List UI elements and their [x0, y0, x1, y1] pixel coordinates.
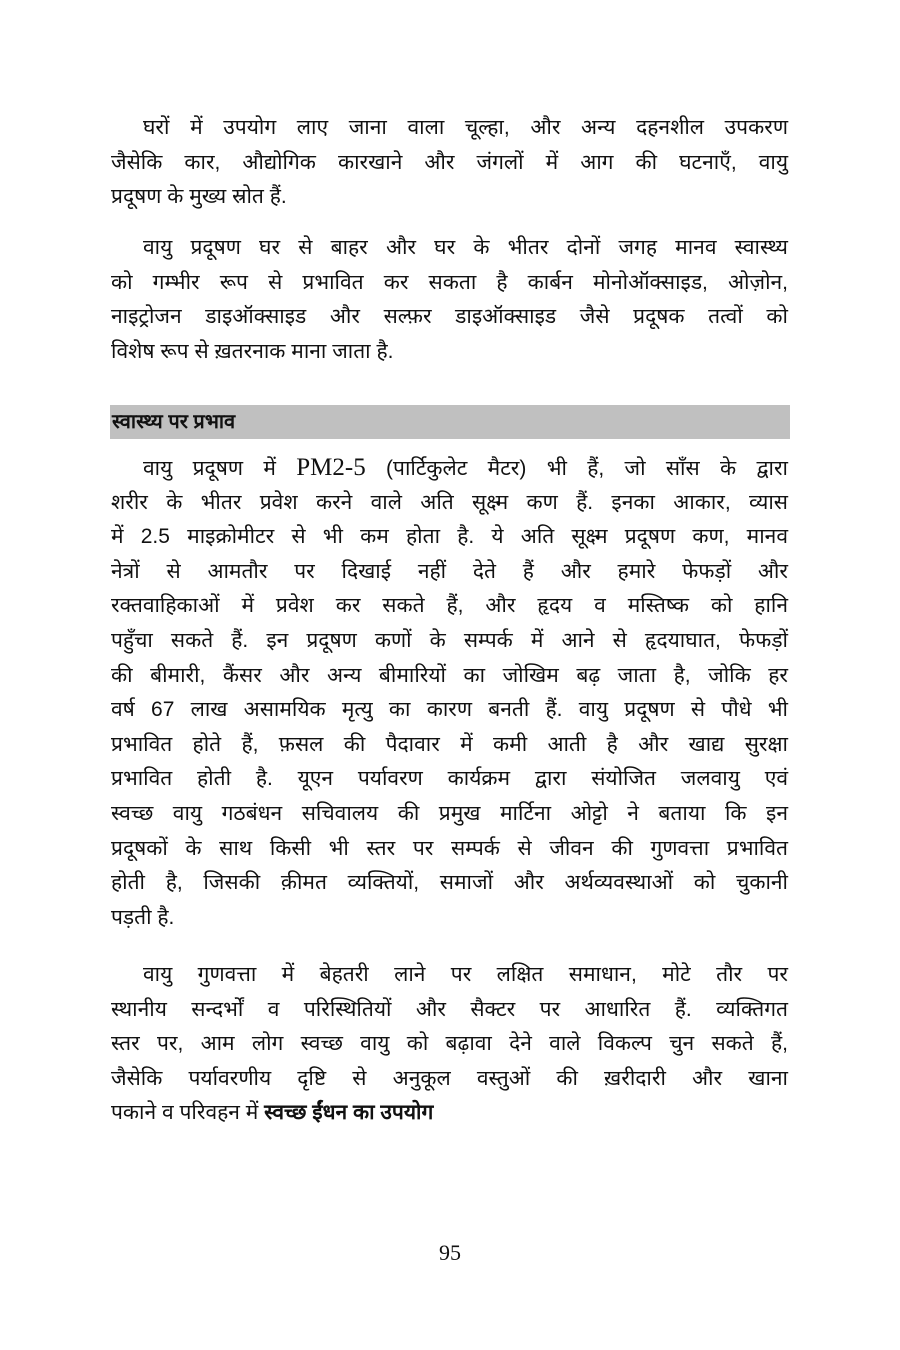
text-line: प्रदूषकों के साथ किसी भी स्तर पर सम्पर्क से जीवन की गुणवत्ता प्रभावित: [111, 836, 788, 860]
text-line: स्तर पर, आम लोग स्वच्छ वायु को बढ़ावा देने वाले विकल्प चुन सकते हैं,: [111, 1032, 788, 1056]
paragraph-pollution-sources: [111, 111, 788, 215]
text-line: रक्तवाहिकाओं में प्रवेश कर सकते हैं, और हृदय व मस्तिष्क को हानि: [111, 594, 788, 618]
text-segment: (पार्टिकुलेट मैटर) भी हैं, जो साँस के द्वारा: [365, 457, 788, 480]
text-line: वर्ष 67 लाख असामयिक मृत्यु का कारण बनती हैं. वायु प्रदूषण से पौधे भी: [111, 698, 788, 722]
text-line: पड़ती है.: [111, 905, 175, 929]
text-line: प्रदूषण के मुख्य स्रोत हैं.: [111, 185, 287, 209]
text-line: [111, 1096, 788, 1131]
text-line: को गम्भीर रूप से प्रभावित कर सकता है कार्बन मोनोऑक्साइड, ओज़ोन,: [111, 270, 788, 294]
paragraph-health-impact-intro: [111, 231, 788, 369]
paragraph-pm25: [111, 451, 788, 935]
text-line: में 2.5 माइक्रोमीटर से भी कम होता है. ये अति सूक्ष्म प्रदूषण कण, मानव: [111, 525, 788, 549]
section-heading: स्वास्थ्य पर प्रभाव: [110, 405, 790, 439]
text-line: नेत्रों से आमतौर पर दिखाई नहीं देते हैं और हमारे फेफड़ों और: [111, 559, 788, 583]
text-line: घरों में उपयोग लाए जाना वाला चूल्हा, और अन्य दहनशील उपकरण: [143, 116, 788, 139]
text-line: वायु प्रदूषण घर से बाहर और घर के भीतर दोनों जगह मानव स्वास्थ्य: [143, 236, 788, 259]
page-number: 95: [439, 1240, 461, 1265]
text-line: वायु गुणवत्ता में बेहतरी लाने पर लक्षित समाधान, मोटे तौर पर: [143, 963, 788, 986]
text-line: पहुँचा सकते हैं. इन प्रदूषण कणों के सम्पर्क में आने से हृदयाघात, फेफड़ों: [111, 628, 788, 652]
text-line: जैसेकि पर्यावरणीय दृष्टि से अनुकूल वस्तुओं की ख़रीदारी और खाना: [111, 1066, 788, 1090]
text-line: होती है, जिसकी क़ीमत व्यक्तियों, समाजों और अर्थव्यवस्थाओं को चुकानी: [111, 871, 788, 895]
text-segment: वायु प्रदूषण में: [143, 457, 297, 480]
text-line: की बीमारी, कैंसर और अन्य बीमारियों का जोखिम बढ़ जाता है, जोकि हर: [111, 663, 788, 687]
pm25-term: PM2-5: [296, 454, 366, 481]
text-segment: पकाने व परिवहन में: [111, 1101, 265, 1125]
text-line: [111, 451, 788, 486]
text-line: प्रभावित होते हैं, फ़सल की पैदावार में कमी आती है और खाद्य सुरक्षा: [111, 732, 788, 756]
paragraph-solutions: [111, 958, 788, 1131]
text-line: नाइट्रोजन डाइऑक्साइड और सल्फ़र डाइऑक्साइड जैसे प्रदूषक तत्वों को: [111, 305, 788, 329]
text-line: स्थानीय सन्दर्भों व परिस्थितियों और सैक्टर पर आधारित हैं. व्यक्तिगत: [111, 997, 788, 1021]
text-line: प्रभावित होती है. यूएन पर्यावरण कार्यक्रम द्वारा संयोजित जलवायु एवं: [111, 767, 788, 791]
text-line: शरीर के भीतर प्रवेश करने वाले अति सूक्ष्म कण हैं. इनका आकार, व्यास: [111, 490, 788, 514]
text-line: विशेष रूप से ख़तरनाक माना जाता है.: [111, 339, 394, 363]
text-line: स्वच्छ वायु गठबंधन सचिवालय की प्रमुख मार्टिना ओट्टो ने बताया कि इन: [111, 801, 788, 825]
text-line: जैसेकि कार, औद्योगिक कारखाने और जंगलों में आग की घटनाएँ, वायु: [111, 150, 788, 174]
bold-phrase: स्वच्छ ईंधन का उपयोग: [264, 1101, 434, 1125]
